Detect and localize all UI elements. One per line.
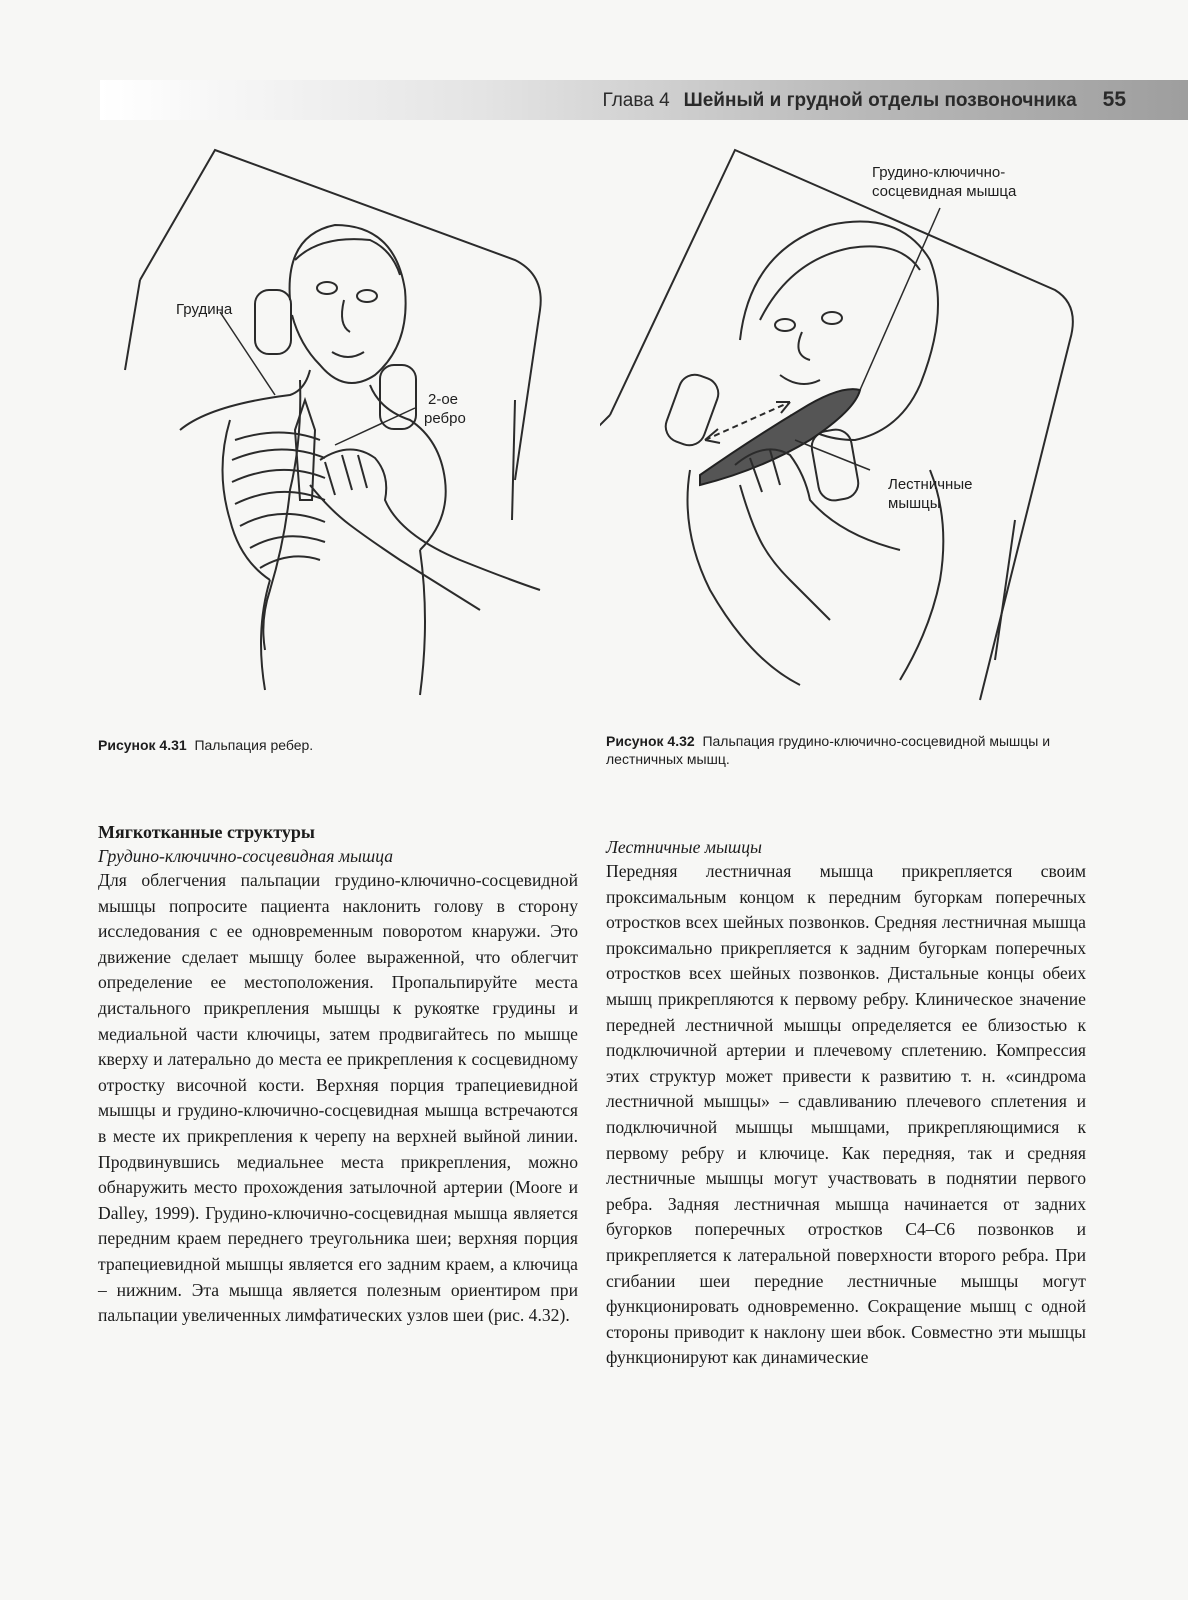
caption-text: Пальпация ребер.: [194, 737, 314, 753]
figure-4-31-illustration: [120, 140, 580, 710]
figure-4-31-caption: [98, 736, 538, 754]
subheading-scm: Грудино-ключично-сосцевидная мышца: [98, 846, 394, 866]
caption-number: Рисунок 4.32: [606, 733, 695, 749]
label-scalene-line2: мышцы: [888, 495, 941, 512]
body-paragraph-scalene: Передняя лестничная мышца прикрепляется своим проксимальным концом к передним бугоркам поперечных отростков всех шейных позвонков. Средняя лестничная мышца проксимально прикрепляется к задним бугоркам поперечных отростков всех шейных позвонков. Дистальные концы обеих мышц прикрепляются к первому ребру. Клиническое значение передней лестничной мышцы определяется ее близостью к подключичной артерии и плечевому сплетению. Компрессия этих структур может привести к развитию т. н. «синдрома лестничной мышцы» – сдавливанию плечевого сплетения и подключичной мышцы мышцами, прикрепляющимися к первому ребру и ключице. Как передняя, так и средняя лестничные мышцы могут участвовать в поднятии первого ребра. Задняя лестничная мышца начинается от задних бугорков поперечных отростков C4–C6 позвонков и прикрепляется к латеральной поверхности второго ребра. При сгибании шеи передние лестничные мышцы могут функционировать одновременно. Сокращение мышц с одной стороны приводит к наклону шеи вбок. Совместно эти мышцы функционируют как динамические: [606, 861, 1086, 1368]
label-scm-line1: Грудино-ключично-: [872, 164, 1006, 181]
caption-text: Пальпация грудино-ключично-сосцевидной мышцы и лестничных мышц.: [606, 733, 1051, 767]
chapter-title: Шейный и грудной отделы позвоночника: [683, 90, 1077, 111]
label-second-rib-line2: ребро: [424, 410, 466, 427]
subheading-scalene: Лестничные мышцы: [606, 837, 762, 857]
label-scm-line2: сосцевидная мышца: [872, 183, 1017, 200]
chapter-label: Глава 4: [602, 90, 670, 111]
figure-4-32-illustration: [600, 140, 1100, 710]
label-scalene-line1: Лестничные: [888, 476, 973, 493]
page-number: 55: [1102, 88, 1126, 111]
left-text-column: [98, 820, 578, 1329]
figure-4-32-caption: [606, 732, 1084, 768]
right-text-column: [606, 835, 1086, 1371]
label-sternum: Грудина: [176, 301, 233, 318]
caption-number: Рисунок 4.31: [98, 737, 187, 753]
label-second-rib-line1: 2-ое: [428, 391, 459, 408]
section-heading: Мягкотканные структуры: [98, 822, 315, 842]
running-header: [602, 88, 1126, 112]
body-paragraph-scm: Для облегчения пальпации грудино-ключично-сосцевидной мышцы попросите пациента наклонить голову в сторону исследования с ее одновременным поворотом кнаружи. Это движение сделает мышцу более выраженной, что облегчит определение ее местоположения. Пропальпируйте места дистального прикрепления мышцы к рукоятке грудины и медиальной части ключицы, затем продвигайтесь по мышце кверху и латерально до места ее прикрепления к сосцевидному отростку височной кости. Верхняя порция трапециевидной мышцы и грудино-ключично-сосцевидная мышца встречаются в месте их прикрепления к черепу на верхней выйной линии. Продвинувшись медиальнее места прикрепления, можно обнаружить место прохождения затылочной артерии (Moore и Dalley, 1999). Грудино-ключично-сосцевидная мышца является передним краем переднего треугольника шеи; верхняя порция трапециевидной мышцы является его задним краем, а ключица – нижним. Эта мышца является полезным ориентиром при пальпации увеличенных лимфатических узлов шеи (рис. 4.32).: [98, 870, 578, 1326]
